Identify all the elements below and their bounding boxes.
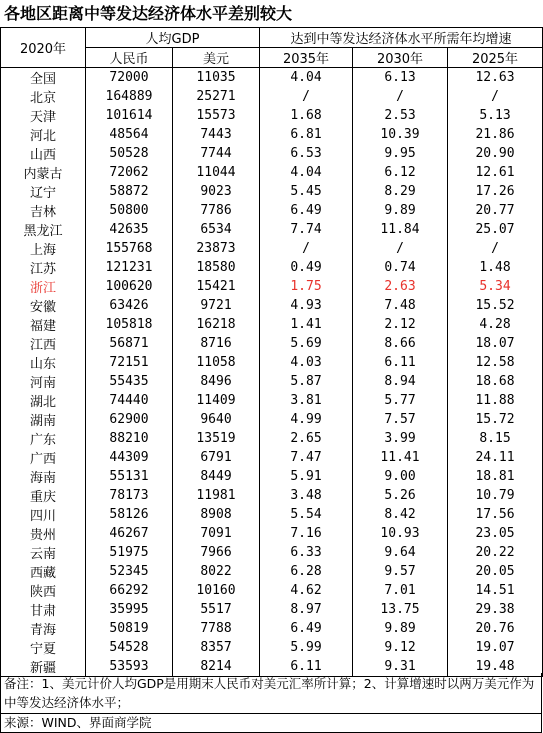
cell-g2025: 11.88 bbox=[448, 391, 543, 410]
cell-g2035: 6.49 bbox=[260, 619, 353, 638]
table-note: 备注：1、美元计价人均GDP是用期末人民币对美元汇率所计算；2、计算增速时以两万美元作为中等发达经济体水平； bbox=[0, 673, 542, 714]
cell-g2025: 18.81 bbox=[448, 467, 543, 486]
cell-g2030: 8.42 bbox=[353, 505, 448, 524]
cell-rmb: 66292 bbox=[86, 581, 173, 600]
cell-g2035: 6.53 bbox=[260, 144, 353, 163]
table-row bbox=[1, 201, 543, 220]
cell-g2035: 7.47 bbox=[260, 448, 353, 467]
cell-g2025: 1.48 bbox=[448, 258, 543, 277]
cell-usd: 7091 bbox=[173, 524, 260, 543]
cell-region: 全国 bbox=[1, 68, 86, 88]
cell-rmb: 56871 bbox=[86, 334, 173, 353]
cell-rmb: 52345 bbox=[86, 562, 173, 581]
cell-usd: 15421 bbox=[173, 277, 260, 296]
cell-g2030: 9.95 bbox=[353, 144, 448, 163]
cell-g2030: 6.12 bbox=[353, 163, 448, 182]
cell-region: 四川 bbox=[1, 505, 86, 524]
cell-g2030: 2.53 bbox=[353, 106, 448, 125]
cell-usd: 13519 bbox=[173, 429, 260, 448]
cell-rmb: 155768 bbox=[86, 239, 173, 258]
cell-usd: 9640 bbox=[173, 410, 260, 429]
cell-g2035: 5.87 bbox=[260, 372, 353, 391]
cell-g2025: 25.07 bbox=[448, 220, 543, 239]
table-row bbox=[1, 619, 543, 638]
cell-g2035: 3.48 bbox=[260, 486, 353, 505]
cell-g2025: / bbox=[448, 87, 543, 106]
table-row bbox=[1, 448, 543, 467]
cell-g2035: 5.45 bbox=[260, 182, 353, 201]
cell-g2025: 18.68 bbox=[448, 372, 543, 391]
cell-g2035: 6.81 bbox=[260, 125, 353, 144]
cell-region: 河南 bbox=[1, 372, 86, 391]
cell-g2030: 9.12 bbox=[353, 638, 448, 657]
cell-rmb: 42635 bbox=[86, 220, 173, 239]
table-row bbox=[1, 315, 543, 334]
cell-g2025: 10.79 bbox=[448, 486, 543, 505]
cell-g2030: 13.75 bbox=[353, 600, 448, 619]
cell-region: 北京 bbox=[1, 87, 86, 106]
y2035-header: 2035年 bbox=[260, 48, 353, 68]
usd-header: 美元 bbox=[173, 48, 260, 68]
cell-g2035: 0.49 bbox=[260, 258, 353, 277]
cell-rmb: 72000 bbox=[86, 68, 173, 88]
cell-g2035: 4.04 bbox=[260, 163, 353, 182]
cell-region: 天津 bbox=[1, 106, 86, 125]
cell-rmb: 44309 bbox=[86, 448, 173, 467]
cell-g2025: 29.38 bbox=[448, 600, 543, 619]
cell-g2030: 6.13 bbox=[353, 68, 448, 88]
cell-rmb: 53593 bbox=[86, 657, 173, 677]
cell-g2030: / bbox=[353, 87, 448, 106]
table-row bbox=[1, 68, 543, 88]
table-body bbox=[1, 68, 543, 677]
cell-usd: 7744 bbox=[173, 144, 260, 163]
table-row bbox=[1, 334, 543, 353]
y2025-header: 2025年 bbox=[448, 48, 543, 68]
cell-g2035: 5.54 bbox=[260, 505, 353, 524]
cell-usd: 11981 bbox=[173, 486, 260, 505]
table-row bbox=[1, 182, 543, 201]
cell-g2035: 1.41 bbox=[260, 315, 353, 334]
cell-usd: 18580 bbox=[173, 258, 260, 277]
cell-usd: 25271 bbox=[173, 87, 260, 106]
cell-g2025: 12.63 bbox=[448, 68, 543, 88]
cell-usd: 7966 bbox=[173, 543, 260, 562]
cell-g2035: 5.91 bbox=[260, 467, 353, 486]
table-row bbox=[1, 638, 543, 657]
cell-g2025: 14.51 bbox=[448, 581, 543, 600]
cell-g2025: 19.07 bbox=[448, 638, 543, 657]
cell-region: 青海 bbox=[1, 619, 86, 638]
cell-rmb: 35995 bbox=[86, 600, 173, 619]
gdp-group-header: 人均GDP bbox=[86, 28, 260, 48]
cell-g2030: 9.64 bbox=[353, 543, 448, 562]
cell-g2030: 8.66 bbox=[353, 334, 448, 353]
cell-rmb: 46267 bbox=[86, 524, 173, 543]
table-row bbox=[1, 486, 543, 505]
cell-rmb: 100620 bbox=[86, 277, 173, 296]
cell-g2025: 23.05 bbox=[448, 524, 543, 543]
cell-g2030: 9.89 bbox=[353, 201, 448, 220]
cell-usd: 9023 bbox=[173, 182, 260, 201]
cell-g2025: 15.52 bbox=[448, 296, 543, 315]
table-row bbox=[1, 562, 543, 581]
cell-rmb: 121231 bbox=[86, 258, 173, 277]
cell-rmb: 78173 bbox=[86, 486, 173, 505]
cell-rmb: 58126 bbox=[86, 505, 173, 524]
cell-g2025: 5.13 bbox=[448, 106, 543, 125]
cell-g2035: 2.65 bbox=[260, 429, 353, 448]
cell-region: 吉林 bbox=[1, 201, 86, 220]
cell-g2030: 7.01 bbox=[353, 581, 448, 600]
cell-rmb: 48564 bbox=[86, 125, 173, 144]
cell-g2030: 7.48 bbox=[353, 296, 448, 315]
cell-g2035: 6.33 bbox=[260, 543, 353, 562]
y2030-header: 2030年 bbox=[353, 48, 448, 68]
cell-usd: 8022 bbox=[173, 562, 260, 581]
cell-region: 上海 bbox=[1, 239, 86, 258]
cell-g2030: 2.63 bbox=[353, 277, 448, 296]
cell-g2035: 4.99 bbox=[260, 410, 353, 429]
cell-usd: 7443 bbox=[173, 125, 260, 144]
cell-region: 贵州 bbox=[1, 524, 86, 543]
cell-g2030: 5.77 bbox=[353, 391, 448, 410]
cell-g2030: 9.89 bbox=[353, 619, 448, 638]
cell-g2025: 24.11 bbox=[448, 448, 543, 467]
cell-rmb: 62900 bbox=[86, 410, 173, 429]
table-row bbox=[1, 87, 543, 106]
table-row bbox=[1, 239, 543, 258]
cell-rmb: 164889 bbox=[86, 87, 173, 106]
cell-region: 新疆 bbox=[1, 657, 86, 677]
cell-rmb: 72062 bbox=[86, 163, 173, 182]
table-row bbox=[1, 220, 543, 239]
cell-usd: 5517 bbox=[173, 600, 260, 619]
cell-region: 广东 bbox=[1, 429, 86, 448]
cell-g2025: 8.15 bbox=[448, 429, 543, 448]
cell-region: 黑龙江 bbox=[1, 220, 86, 239]
cell-region: 重庆 bbox=[1, 486, 86, 505]
cell-usd: 8449 bbox=[173, 467, 260, 486]
cell-g2025: 17.56 bbox=[448, 505, 543, 524]
cell-region: 福建 bbox=[1, 315, 86, 334]
cell-usd: 8496 bbox=[173, 372, 260, 391]
cell-rmb: 58872 bbox=[86, 182, 173, 201]
cell-region: 甘肃 bbox=[1, 600, 86, 619]
cell-rmb: 50800 bbox=[86, 201, 173, 220]
cell-rmb: 54528 bbox=[86, 638, 173, 657]
cell-rmb: 63426 bbox=[86, 296, 173, 315]
cell-region: 湖北 bbox=[1, 391, 86, 410]
cell-usd: 6791 bbox=[173, 448, 260, 467]
cell-rmb: 55435 bbox=[86, 372, 173, 391]
cell-region: 西藏 bbox=[1, 562, 86, 581]
cell-g2035: 8.97 bbox=[260, 600, 353, 619]
cell-g2025: 15.72 bbox=[448, 410, 543, 429]
cell-rmb: 55131 bbox=[86, 467, 173, 486]
table-row bbox=[1, 125, 543, 144]
cell-g2030: 8.94 bbox=[353, 372, 448, 391]
cell-region: 安徽 bbox=[1, 296, 86, 315]
cell-region: 广西 bbox=[1, 448, 86, 467]
cell-usd: 11035 bbox=[173, 68, 260, 88]
table-row bbox=[1, 467, 543, 486]
data-table bbox=[0, 27, 543, 677]
cell-g2035: / bbox=[260, 87, 353, 106]
cell-g2035: 6.49 bbox=[260, 201, 353, 220]
cell-region: 江西 bbox=[1, 334, 86, 353]
cell-g2030: 9.57 bbox=[353, 562, 448, 581]
cell-usd: 8908 bbox=[173, 505, 260, 524]
cell-g2035: 1.75 bbox=[260, 277, 353, 296]
cell-rmb: 50819 bbox=[86, 619, 173, 638]
cell-usd: 11409 bbox=[173, 391, 260, 410]
year-header: 2020年 bbox=[1, 28, 86, 68]
table-row bbox=[1, 505, 543, 524]
cell-g2030: 9.31 bbox=[353, 657, 448, 677]
cell-usd: 9721 bbox=[173, 296, 260, 315]
cell-usd: 11044 bbox=[173, 163, 260, 182]
cell-g2035: 4.04 bbox=[260, 68, 353, 88]
table-row bbox=[1, 429, 543, 448]
cell-rmb: 74440 bbox=[86, 391, 173, 410]
cell-region: 浙江 bbox=[1, 277, 86, 296]
cell-g2030: 5.26 bbox=[353, 486, 448, 505]
cell-rmb: 101614 bbox=[86, 106, 173, 125]
cell-rmb: 72151 bbox=[86, 353, 173, 372]
cell-region: 山东 bbox=[1, 353, 86, 372]
cell-g2025: 21.86 bbox=[448, 125, 543, 144]
cell-g2025: 20.05 bbox=[448, 562, 543, 581]
table-row bbox=[1, 524, 543, 543]
cell-region: 海南 bbox=[1, 467, 86, 486]
cell-g2025: 12.61 bbox=[448, 163, 543, 182]
cell-region: 宁夏 bbox=[1, 638, 86, 657]
cell-g2030: / bbox=[353, 239, 448, 258]
cell-g2035: 1.68 bbox=[260, 106, 353, 125]
cell-g2025: 20.90 bbox=[448, 144, 543, 163]
table-row bbox=[1, 600, 543, 619]
cell-g2030: 9.00 bbox=[353, 467, 448, 486]
cell-usd: 11058 bbox=[173, 353, 260, 372]
cell-g2030: 2.12 bbox=[353, 315, 448, 334]
cell-g2035: 5.99 bbox=[260, 638, 353, 657]
cell-g2025: 19.48 bbox=[448, 657, 543, 677]
cell-usd: 23873 bbox=[173, 239, 260, 258]
table-row bbox=[1, 581, 543, 600]
cell-rmb: 51975 bbox=[86, 543, 173, 562]
table-row bbox=[1, 410, 543, 429]
table-row bbox=[1, 144, 543, 163]
cell-g2030: 7.57 bbox=[353, 410, 448, 429]
cell-region: 河北 bbox=[1, 125, 86, 144]
cell-g2030: 10.93 bbox=[353, 524, 448, 543]
cell-usd: 8357 bbox=[173, 638, 260, 657]
cell-g2025: 20.22 bbox=[448, 543, 543, 562]
cell-g2035: 7.74 bbox=[260, 220, 353, 239]
cell-g2035: 5.69 bbox=[260, 334, 353, 353]
cell-g2035: 4.93 bbox=[260, 296, 353, 315]
cell-g2025: 18.07 bbox=[448, 334, 543, 353]
cell-g2025: / bbox=[448, 239, 543, 258]
cell-usd: 16218 bbox=[173, 315, 260, 334]
cell-rmb: 50528 bbox=[86, 144, 173, 163]
table-source: 来源：WIND、界面商学院 bbox=[0, 713, 542, 733]
table-row bbox=[1, 106, 543, 125]
cell-g2030: 8.29 bbox=[353, 182, 448, 201]
cell-usd: 7786 bbox=[173, 201, 260, 220]
cell-g2035: 6.28 bbox=[260, 562, 353, 581]
cell-rmb: 88210 bbox=[86, 429, 173, 448]
cell-g2025: 17.26 bbox=[448, 182, 543, 201]
table-row bbox=[1, 258, 543, 277]
cell-g2035: 4.03 bbox=[260, 353, 353, 372]
cell-region: 江苏 bbox=[1, 258, 86, 277]
cell-g2035: / bbox=[260, 239, 353, 258]
cell-g2025: 4.28 bbox=[448, 315, 543, 334]
cell-g2030: 11.84 bbox=[353, 220, 448, 239]
cell-g2025: 12.58 bbox=[448, 353, 543, 372]
cell-g2030: 6.11 bbox=[353, 353, 448, 372]
table-title: 各地区距离中等发达经济体水平差别较大 bbox=[4, 4, 293, 23]
cell-rmb: 105818 bbox=[86, 315, 173, 334]
cell-g2025: 20.77 bbox=[448, 201, 543, 220]
growth-group-header: 达到中等发达经济体水平所需年均增速 bbox=[260, 28, 543, 48]
cell-g2030: 3.99 bbox=[353, 429, 448, 448]
cell-usd: 8214 bbox=[173, 657, 260, 677]
rmb-header: 人民币 bbox=[86, 48, 173, 68]
cell-g2035: 3.81 bbox=[260, 391, 353, 410]
table-row bbox=[1, 296, 543, 315]
cell-region: 内蒙古 bbox=[1, 163, 86, 182]
cell-region: 湖南 bbox=[1, 410, 86, 429]
cell-usd: 8716 bbox=[173, 334, 260, 353]
cell-g2025: 5.34 bbox=[448, 277, 543, 296]
cell-g2030: 10.39 bbox=[353, 125, 448, 144]
cell-usd: 7788 bbox=[173, 619, 260, 638]
table-row bbox=[1, 543, 543, 562]
table-row bbox=[1, 372, 543, 391]
cell-usd: 15573 bbox=[173, 106, 260, 125]
cell-usd: 10160 bbox=[173, 581, 260, 600]
cell-g2030: 11.41 bbox=[353, 448, 448, 467]
table-row bbox=[1, 277, 543, 296]
cell-g2035: 6.11 bbox=[260, 657, 353, 677]
cell-region: 陕西 bbox=[1, 581, 86, 600]
table-header bbox=[1, 28, 543, 68]
table-row bbox=[1, 353, 543, 372]
cell-region: 云南 bbox=[1, 543, 86, 562]
cell-region: 辽宁 bbox=[1, 182, 86, 201]
table-row bbox=[1, 391, 543, 410]
table-row bbox=[1, 163, 543, 182]
cell-g2025: 20.76 bbox=[448, 619, 543, 638]
cell-g2035: 4.62 bbox=[260, 581, 353, 600]
cell-g2030: 0.74 bbox=[353, 258, 448, 277]
cell-usd: 6534 bbox=[173, 220, 260, 239]
cell-g2035: 7.16 bbox=[260, 524, 353, 543]
cell-region: 山西 bbox=[1, 144, 86, 163]
